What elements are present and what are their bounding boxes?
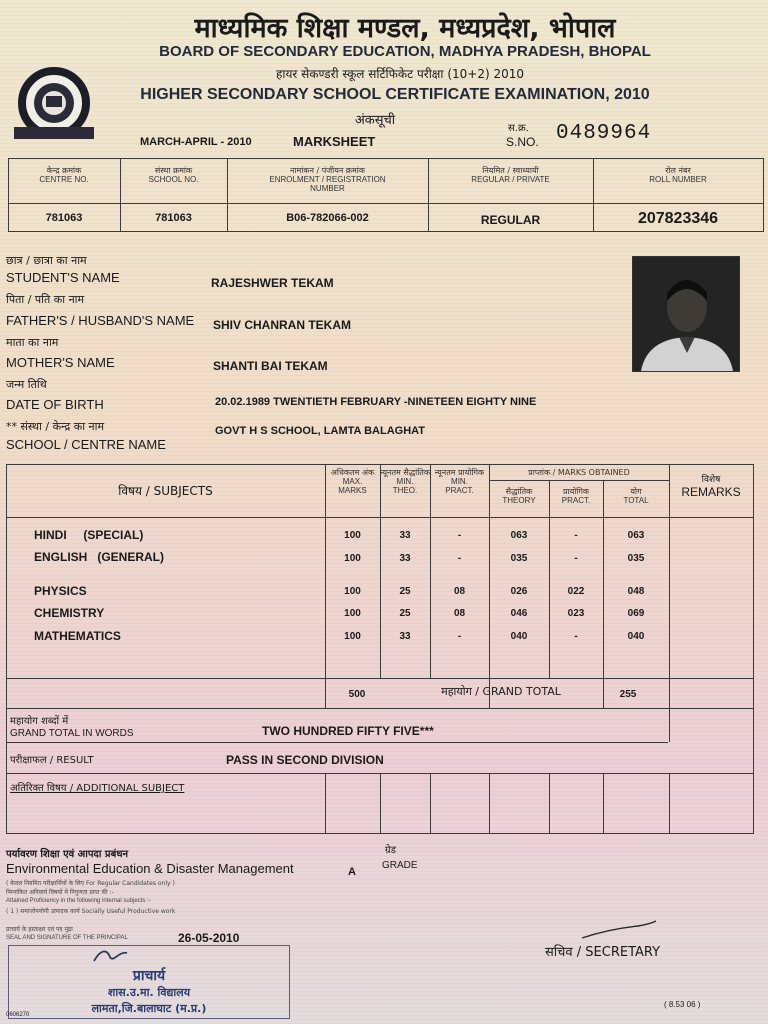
- principal-seal-label-hindi: प्राचार्य के हस्ताक्षर एवं पद मुद्रा: [6, 926, 73, 933]
- total-marks: 035: [627, 553, 645, 564]
- school-name-label: SCHOOL / CENTRE NAME: [6, 437, 166, 452]
- practical-marks: 023: [567, 608, 585, 619]
- theory-marks: 063: [510, 530, 528, 541]
- board-title: BOARD OF SECONDARY EDUCATION, MADHYA PRADESH, BHOPAL: [159, 43, 651, 60]
- dob-label: DATE OF BIRTH: [6, 397, 104, 412]
- school-name-label-hindi: ** संस्था / केन्द्र का नाम: [6, 420, 105, 433]
- marksheet-title: MARKSHEET: [293, 134, 376, 149]
- student-name: RAJESHWER TEKAM: [211, 276, 334, 290]
- min-practical-header: MIN. PRACT.: [445, 477, 474, 495]
- mother-name-label-hindi: माता का नाम: [6, 336, 59, 349]
- practical-marks: -: [574, 530, 578, 541]
- total-marks: 040: [627, 631, 645, 642]
- serial-no-label: S.NO.: [506, 135, 539, 149]
- theory-header-hindi: सैद्धांतिक: [505, 487, 533, 496]
- result-label: परीक्षाफल / RESULT: [10, 755, 94, 766]
- stamp-line-1: प्राचार्य: [132, 968, 166, 984]
- result-value: PASS IN SECOND DIVISION: [226, 753, 384, 767]
- theory-marks: 026: [510, 586, 528, 597]
- school-no-value: 781063: [155, 212, 192, 224]
- theory-marks: 035: [510, 553, 528, 564]
- env-grade-value: A: [348, 866, 356, 878]
- regular-private-header: REGULAR / PRIVATE: [471, 175, 550, 184]
- principal-stamp: [8, 945, 290, 1019]
- subject-name: ENGLISH (GENERAL): [34, 550, 165, 564]
- centre-no-value: 781063: [45, 212, 83, 224]
- remarks-header: REMARKS: [681, 485, 741, 499]
- grand-total-words-label-hindi: महायोग शब्दों में: [10, 716, 69, 727]
- subject-name: HINDI (SPECIAL): [34, 528, 144, 542]
- regular-private-value: REGULAR: [480, 213, 541, 227]
- serial-no-label-hindi: स.क्र.: [508, 123, 529, 134]
- mother-name: SHANTI BAI TEKAM: [213, 359, 328, 373]
- env-education-label: Environmental Education & Disaster Management: [6, 861, 294, 876]
- dob-value: 20.02.1989 TWENTIETH FEBRUARY -NINETEEN EIGHTY NINE: [215, 396, 537, 408]
- max-marks-header: MAX. MARKS: [338, 477, 367, 495]
- subjects-header: विषय / SUBJECTS: [118, 484, 213, 498]
- practical-header: PRACT.: [561, 496, 591, 505]
- theory-marks: 046: [510, 608, 528, 619]
- student-name-label: STUDENT'S NAME: [6, 270, 120, 285]
- fine-print-2: निम्नांकित अनिवार्य विषयों में निपुणता प्राप्त की :-: [6, 889, 114, 896]
- fine-print-4: ( 1 ) समाजोपयोगी उत्पादक कार्य Socially Useful Productive work: [6, 908, 176, 915]
- theory-marks: 040: [510, 631, 528, 642]
- enrolment-value: B06-782066-002: [286, 212, 369, 224]
- min-theory-header: MIN. THEO.: [392, 477, 418, 495]
- min-theory: 25: [399, 608, 411, 619]
- max-marks-header-hindi: अधिकतम अंक: [330, 468, 375, 477]
- subject-name: PHYSICS: [34, 584, 87, 598]
- practical-marks: -: [574, 553, 578, 564]
- school-name: GOVT H S SCHOOL, LAMTA BALAGHAT: [215, 425, 426, 437]
- form-code-left: 0606270: [6, 1012, 30, 1018]
- enrolment-header: ENROLMENT / REGISTRATION NUMBER: [269, 175, 386, 193]
- form-code-right: ( 8.53 06 ): [664, 1000, 701, 1009]
- principal-signature: [91, 946, 131, 966]
- exam-title: HIGHER SECONDARY SCHOOL CERTIFICATE EXAMINATION, 2010: [140, 86, 650, 103]
- student-photo: [632, 256, 740, 372]
- additional-subject-label: अतिरिक्त विषय / ADDITIONAL SUBJECT: [10, 783, 185, 794]
- exam-title-hindi: हायर सेकण्डरी स्कूल सर्टिफिकेट परीक्षा (10+2) 2010: [275, 67, 525, 81]
- grand-total-words-label: GRAND TOTAL IN WORDS: [10, 728, 134, 739]
- grand-max-marks: 500: [348, 689, 366, 700]
- exam-session: MARCH-APRIL - 2010: [140, 136, 252, 148]
- board-emblem-icon: [10, 66, 98, 144]
- roll-number-header-hindi: रोल नंबर: [665, 166, 691, 175]
- school-no-header: SCHOOL NO.: [148, 175, 199, 184]
- min-practical: -: [457, 530, 462, 541]
- grade-label: GRADE: [382, 860, 418, 871]
- total-marks: 069: [627, 608, 645, 619]
- grade-label-hindi: ग्रेड: [385, 845, 396, 856]
- secretary-signature: [580, 918, 660, 942]
- marksheet-title-hindi: अंकसूची: [354, 113, 396, 128]
- centre-no-header-hindi: केन्द्र क्रमांक: [46, 166, 82, 175]
- min-theory: 33: [399, 631, 411, 642]
- total-marks: 063: [627, 530, 645, 541]
- min-practical: -: [457, 553, 462, 564]
- theory-header: THEORY: [502, 496, 536, 505]
- fine-print-3: Attained Proficiency in the following internal subjects :-: [6, 898, 151, 904]
- grand-total-value: 255: [619, 689, 637, 700]
- practical-marks: -: [574, 631, 578, 642]
- total-marks: 048: [627, 586, 645, 597]
- secretary-label: सचिव / SECRETARY: [545, 945, 661, 960]
- centre-no-header: CENTRE NO.: [39, 175, 89, 184]
- stamp-line-3: लामता,जि.बालाघाट (म.प्र.): [91, 1002, 207, 1015]
- env-education-label-hindi: पर्यावरण शिक्षा एवं आपदा प्रबंधन: [6, 849, 129, 860]
- board-title-hindi: माध्यमिक शिक्षा मण्डल, मध्यप्रदेश, भोपाल: [194, 13, 616, 44]
- min-practical-header-hindi: न्यूनतम प्रायोगिक: [434, 468, 485, 477]
- regular-private-header-hindi: नियमित / स्वाध्यायी: [482, 166, 539, 175]
- father-name: SHIV CHANRAN TEKAM: [213, 318, 351, 332]
- max-marks: 100: [344, 530, 361, 541]
- max-marks: 100: [344, 608, 361, 619]
- total-header: TOTAL: [623, 496, 649, 505]
- min-practical: 08: [453, 586, 466, 597]
- max-marks: 100: [344, 586, 361, 597]
- mother-name-label: MOTHER'S NAME: [6, 355, 115, 370]
- serial-no-value: 0489964: [556, 122, 652, 145]
- school-no-header-hindi: संस्था क्रमांक: [154, 166, 193, 175]
- min-practical: -: [457, 631, 462, 642]
- remarks-header-hindi: विशेष: [701, 475, 721, 485]
- issue-date: 26-05-2010: [178, 931, 240, 945]
- enrolment-header-hindi: नामांकन / पंजीयन क्रमांक: [289, 166, 366, 175]
- practical-header-hindi: प्रायोगिक: [562, 487, 590, 496]
- min-theory-header-hindi: न्यूनतम सैद्धांतिक: [380, 468, 430, 477]
- subject-name: CHEMISTRY: [34, 606, 105, 620]
- marks-obtained-header: प्राप्तांक / MARKS OBTAINED: [528, 468, 630, 477]
- roll-number-value: 207823346: [637, 210, 719, 227]
- min-theory: 33: [399, 530, 411, 541]
- grand-total-words: TWO HUNDRED FIFTY FIVE***: [262, 724, 434, 738]
- min-theory: 25: [399, 586, 411, 597]
- principal-seal-label: SEAL AND SIGNATURE OF THE PRINCIPAL: [6, 935, 128, 941]
- stamp-line-2: शास.उ.मा. विद्यालय: [107, 986, 191, 999]
- grand-total-label: महायोग / GRAND TOTAL: [441, 685, 561, 698]
- max-marks: 100: [344, 631, 361, 642]
- fine-print-1: ( केवल नियमित परीक्षार्थियों के लिए For Regular Candidates only ): [6, 880, 175, 887]
- total-header-hindi: योग: [630, 487, 642, 496]
- subject-name: MATHEMATICS: [34, 629, 121, 643]
- practical-marks: 022: [567, 586, 585, 597]
- student-name-label-hindi: छात्र / छात्रा का नाम: [6, 254, 87, 267]
- father-name-label: FATHER'S / HUSBAND'S NAME: [6, 313, 195, 328]
- dob-label-hindi: जन्म तिथि: [6, 378, 47, 391]
- max-marks: 100: [344, 553, 361, 564]
- min-theory: 33: [399, 553, 411, 564]
- roll-number-header: ROLL NUMBER: [649, 175, 707, 184]
- father-name-label-hindi: पिता / पति का नाम: [6, 293, 85, 306]
- min-practical: 08: [453, 608, 466, 619]
